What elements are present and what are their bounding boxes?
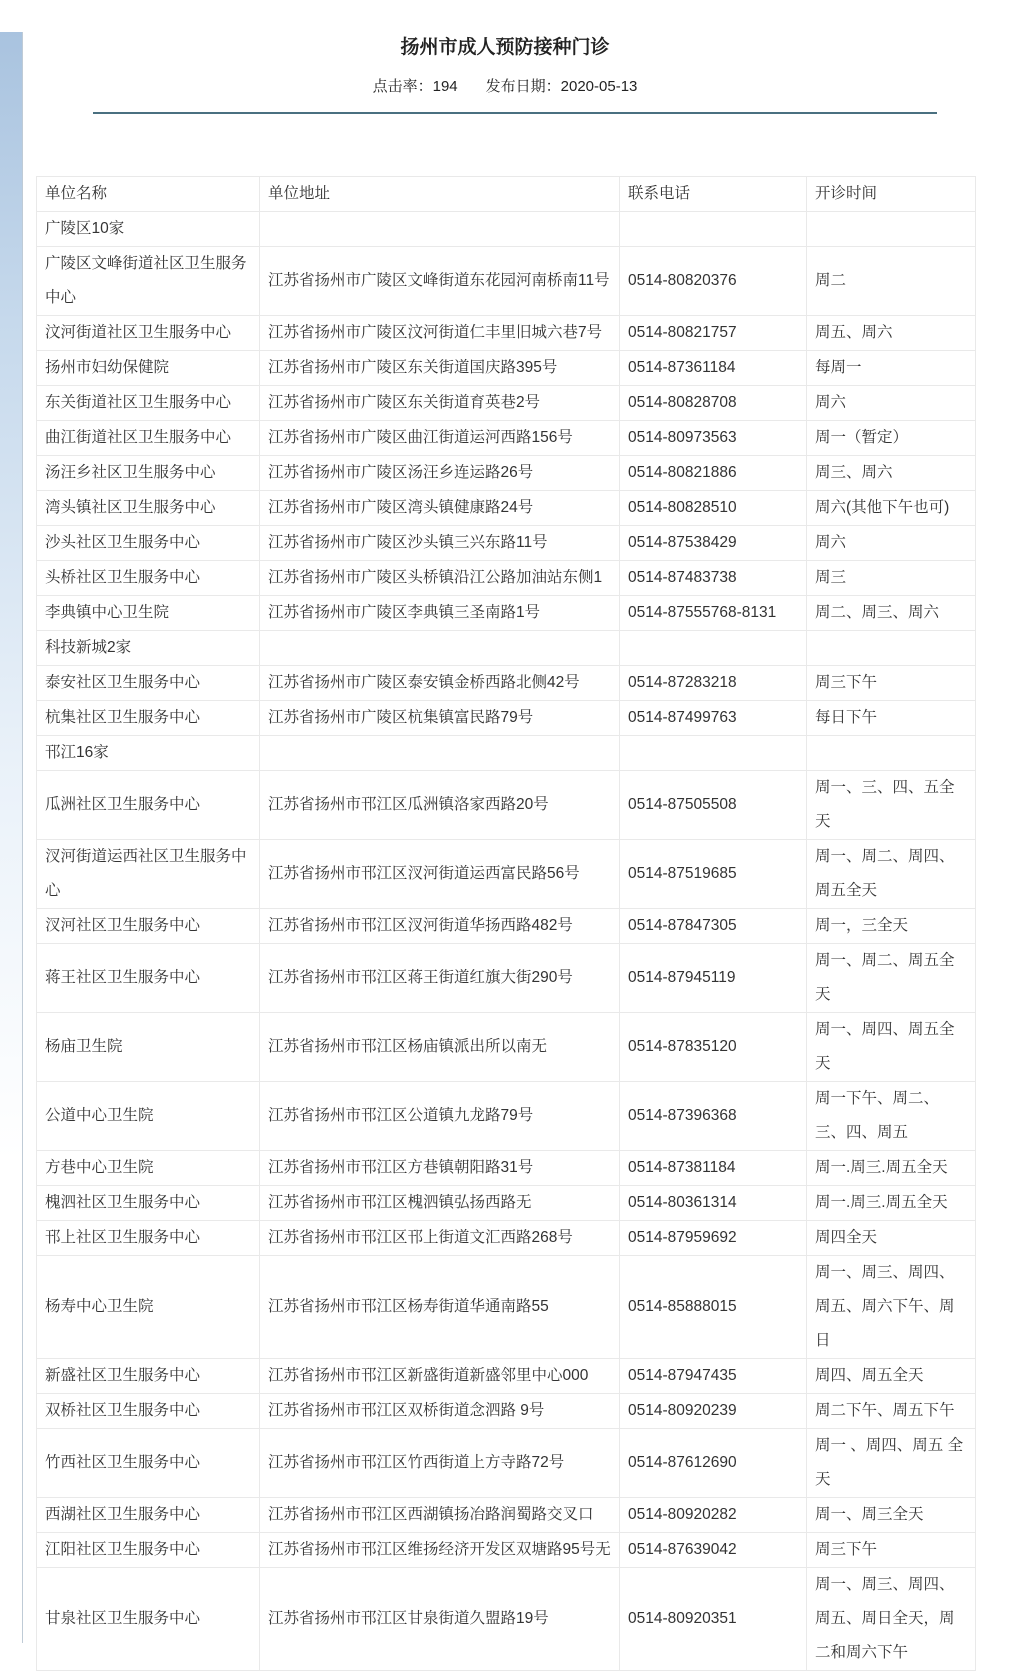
clinic-hours: 周一、三、四、五全天: [807, 771, 976, 840]
clinic-hours: 周一、周三、周四、周五、周日全天，周二和周六下午: [807, 1568, 976, 1671]
clinic-phone: 0514-87396368: [620, 1082, 807, 1151]
table-row: [37, 1082, 976, 1151]
clinic-hours: 周一、周二、周五全天: [807, 944, 976, 1013]
clinic-hours: 周六: [807, 526, 976, 561]
clinic-address: 江苏省扬州市邗江区蒋王街道红旗大街290号: [260, 944, 620, 1013]
clinic-address: 江苏省扬州市广陵区李典镇三圣南路1号: [260, 596, 620, 631]
clinic-name: 汤汪乡社区卫生服务中心: [37, 456, 260, 491]
section-row: [37, 736, 976, 771]
clinic-name: 汊河街道运西社区卫生服务中心: [37, 840, 260, 909]
table-row: [37, 561, 976, 596]
clinic-address: 江苏省扬州市邗江区甘泉街道久盟路19号: [260, 1568, 620, 1671]
clinic-phone: 0514-80920351: [620, 1568, 807, 1671]
section-label: 邗江16家: [37, 736, 260, 771]
clinic-name: 甘泉社区卫生服务中心: [37, 1568, 260, 1671]
clinic-hours: 周一（暂定）: [807, 421, 976, 456]
clinic-address: 江苏省扬州市邗江区方巷镇朝阳路31号: [260, 1151, 620, 1186]
clinic-hours: 周五、周六: [807, 316, 976, 351]
table-header-row: [37, 177, 976, 212]
clinic-address: 江苏省扬州市广陵区头桥镇沿江公路加油站东侧1: [260, 561, 620, 596]
clinic-name: 公道中心卫生院: [37, 1082, 260, 1151]
clinic-address: 江苏省扬州市邗江区双桥街道念泗路 9号: [260, 1394, 620, 1429]
clinic-phone: 0514-87639042: [620, 1533, 807, 1568]
col-header-unit-name: 单位名称: [37, 177, 260, 212]
clinic-phone: 0514-87612690: [620, 1429, 807, 1498]
table-row: [37, 1498, 976, 1533]
clinic-phone: 0514-85888015: [620, 1256, 807, 1359]
clinic-phone: 0514-80973563: [620, 421, 807, 456]
clinic-phone: 0514-80361314: [620, 1186, 807, 1221]
section-row: [37, 631, 976, 666]
col-header-phone: 联系电话: [620, 177, 807, 212]
clinic-address: 江苏省扬州市广陵区汶河街道仁丰里旧城六巷7号: [260, 316, 620, 351]
clinic-name: 曲江街道社区卫生服务中心: [37, 421, 260, 456]
clinic-address: 江苏省扬州市广陵区沙头镇三兴东路11号: [260, 526, 620, 561]
table-row: [37, 1359, 976, 1394]
table-row: [37, 1221, 976, 1256]
clinic-name: 汊河社区卫生服务中心: [37, 909, 260, 944]
table-row: [37, 491, 976, 526]
clinic-hours: 周一.周三.周五全天: [807, 1151, 976, 1186]
clinic-hours: 周一下午、周二、三、四、周五: [807, 1082, 976, 1151]
clinic-hours: 周三下午: [807, 666, 976, 701]
clinic-hours: 周三、周六: [807, 456, 976, 491]
header-divider: [93, 112, 937, 114]
clinic-name: 新盛社区卫生服务中心: [37, 1359, 260, 1394]
table-row: [37, 1151, 976, 1186]
clinic-name: 槐泗社区卫生服务中心: [37, 1186, 260, 1221]
clinic-table: [36, 176, 976, 1671]
clinic-phone: 0514-87283218: [620, 666, 807, 701]
clinic-hours: 周一.周三.周五全天: [807, 1186, 976, 1221]
clinic-phone: 0514-80820376: [620, 247, 807, 316]
clinic-address: 江苏省扬州市邗江区汊河街道华扬西路482号: [260, 909, 620, 944]
clinic-phone: 0514-80828510: [620, 491, 807, 526]
hits-value: 194: [432, 78, 458, 95]
clinic-hours: 周三: [807, 561, 976, 596]
clinic-phone: 0514-87381184: [620, 1151, 807, 1186]
clinic-phone: 0514-80821886: [620, 456, 807, 491]
clinic-phone: 0514-87947435: [620, 1359, 807, 1394]
clinic-name: 头桥社区卫生服务中心: [37, 561, 260, 596]
clinic-address: 江苏省扬州市邗江区公道镇九龙路79号: [260, 1082, 620, 1151]
section-row: [37, 212, 976, 247]
clinic-name: 方巷中心卫生院: [37, 1151, 260, 1186]
clinic-hours: 周二下午、周五下午: [807, 1394, 976, 1429]
table-row: [37, 1013, 976, 1082]
clinic-hours: 周四、周五全天: [807, 1359, 976, 1394]
clinic-name: 邗上社区卫生服务中心: [37, 1221, 260, 1256]
clinic-name: 杭集社区卫生服务中心: [37, 701, 260, 736]
empty-cell: [807, 631, 976, 666]
article-meta: [23, 75, 987, 96]
empty-cell: [807, 212, 976, 247]
clinic-name: 东关街道社区卫生服务中心: [37, 386, 260, 421]
clinic-address: 江苏省扬州市广陵区泰安镇金桥西路北侧42号: [260, 666, 620, 701]
table-row: [37, 1533, 976, 1568]
empty-cell: [260, 736, 620, 771]
clinic-hours: 每日下午: [807, 701, 976, 736]
clinic-address: 江苏省扬州市邗江区汊河街道运西富民路56号: [260, 840, 620, 909]
clinic-phone: 0514-87835120: [620, 1013, 807, 1082]
clinic-hours: 周一、周三、周四、周五、周六下午、周日: [807, 1256, 976, 1359]
article-page: [23, 32, 1011, 1671]
empty-cell: [620, 212, 807, 247]
clinic-address: 江苏省扬州市邗江区瓜洲镇洛家西路20号: [260, 771, 620, 840]
clinic-hours: 周六: [807, 386, 976, 421]
empty-cell: [260, 212, 620, 247]
table-row: [37, 1186, 976, 1221]
publish-date-value: 2020-05-13: [560, 78, 638, 95]
clinic-phone: 0514-80821757: [620, 316, 807, 351]
table-row: [37, 351, 976, 386]
clinic-name: 汶河街道社区卫生服务中心: [37, 316, 260, 351]
clinic-address: 江苏省扬州市邗江区维扬经济开发区双塘路95号无: [260, 1533, 620, 1568]
clinic-phone: 0514-87945119: [620, 944, 807, 1013]
table-row: [37, 701, 976, 736]
clinic-name: 杨庙卫生院: [37, 1013, 260, 1082]
publish-date-label: 发布日期：: [485, 78, 561, 95]
clinic-phone: 0514-87959692: [620, 1221, 807, 1256]
clinic-name: 瓜洲社区卫生服务中心: [37, 771, 260, 840]
table-row: [37, 421, 976, 456]
clinic-address: 江苏省扬州市邗江区西湖镇扬冶路润蜀路交叉口: [260, 1498, 620, 1533]
clinic-address: 江苏省扬州市邗江区竹西街道上方寺路72号: [260, 1429, 620, 1498]
table-row: [37, 1429, 976, 1498]
clinic-phone: 0514-87361184: [620, 351, 807, 386]
clinic-name: 西湖社区卫生服务中心: [37, 1498, 260, 1533]
clinic-phone: 0514-80920239: [620, 1394, 807, 1429]
clinic-address: 江苏省扬州市广陵区曲江街道运河西路156号: [260, 421, 620, 456]
clinic-address: 江苏省扬州市广陵区东关街道国庆路395号: [260, 351, 620, 386]
clinic-phone: 0514-87505508: [620, 771, 807, 840]
empty-cell: [807, 736, 976, 771]
col-header-unit-address: 单位地址: [260, 177, 620, 212]
clinic-hours: 周一、周四、周五全天: [807, 1013, 976, 1082]
clinic-table-body: [37, 212, 976, 1671]
table-row: [37, 456, 976, 491]
clinic-address: 江苏省扬州市广陵区湾头镇健康路24号: [260, 491, 620, 526]
clinic-phone: 0514-80920282: [620, 1498, 807, 1533]
clinic-hours: 周一、周三全天: [807, 1498, 976, 1533]
clinic-hours: 周一、周二、周四、周五全天: [807, 840, 976, 909]
clinic-phone: 0514-80828708: [620, 386, 807, 421]
hits-label: 点击率：: [372, 78, 433, 95]
page-title: 扬州市成人预防接种门诊: [400, 37, 610, 58]
clinic-address: 江苏省扬州市邗江区杨寿街道华通南路55: [260, 1256, 620, 1359]
clinic-hours: 周二: [807, 247, 976, 316]
table-row: [37, 1568, 976, 1671]
table-row: [37, 1256, 976, 1359]
clinic-name: 广陵区文峰街道社区卫生服务中心: [37, 247, 260, 316]
clinic-hours: 周六(其他下午也可): [807, 491, 976, 526]
clinic-name: 泰安社区卫生服务中心: [37, 666, 260, 701]
section-label: 广陵区10家: [37, 212, 260, 247]
table-row: [37, 1394, 976, 1429]
clinic-address: 江苏省扬州市广陵区汤汪乡连运路26号: [260, 456, 620, 491]
clinic-address: 江苏省扬州市邗江区新盛街道新盛邻里中心000: [260, 1359, 620, 1394]
clinic-name: 江阳社区卫生服务中心: [37, 1533, 260, 1568]
clinic-address: 江苏省扬州市广陵区杭集镇富民路79号: [260, 701, 620, 736]
clinic-address: 江苏省扬州市广陵区东关街道育英巷2号: [260, 386, 620, 421]
clinic-hours: 每周一: [807, 351, 976, 386]
empty-cell: [260, 631, 620, 666]
clinic-name: 竹西社区卫生服务中心: [37, 1429, 260, 1498]
clinic-address: 江苏省扬州市邗江区槐泗镇弘扬西路无: [260, 1186, 620, 1221]
table-row: [37, 316, 976, 351]
clinic-name: 沙头社区卫生服务中心: [37, 526, 260, 561]
clinic-address: 江苏省扬州市邗江区邗上街道文汇西路268号: [260, 1221, 620, 1256]
table-row: [37, 596, 976, 631]
table-row: [37, 247, 976, 316]
table-row: [37, 944, 976, 1013]
clinic-phone: 0514-87483738: [620, 561, 807, 596]
clinic-hours: 周三下午: [807, 1533, 976, 1568]
clinic-phone: 0514-87538429: [620, 526, 807, 561]
clinic-hours: 周二、周三、周六: [807, 596, 976, 631]
empty-cell: [620, 631, 807, 666]
clinic-address: 江苏省扬州市广陵区文峰街道东花园河南桥南11号: [260, 247, 620, 316]
clinic-name: 湾头镇社区卫生服务中心: [37, 491, 260, 526]
table-row: [37, 666, 976, 701]
empty-cell: [620, 736, 807, 771]
table-row: [37, 526, 976, 561]
clinic-name: 蒋王社区卫生服务中心: [37, 944, 260, 1013]
page-left-gradient: [0, 32, 23, 1643]
clinic-hours: 周一，三全天: [807, 909, 976, 944]
clinic-address: 江苏省扬州市邗江区杨庙镇派出所以南无: [260, 1013, 620, 1082]
clinic-hours: 周一 、周四、周五 全天: [807, 1429, 976, 1498]
clinic-name: 双桥社区卫生服务中心: [37, 1394, 260, 1429]
clinic-phone: 0514-87555768-8131: [620, 596, 807, 631]
clinic-phone: 0514-87847305: [620, 909, 807, 944]
clinic-hours: 周四全天: [807, 1221, 976, 1256]
table-row: [37, 840, 976, 909]
clinic-name: 杨寿中心卫生院: [37, 1256, 260, 1359]
clinic-name: 扬州市妇幼保健院: [37, 351, 260, 386]
table-row: [37, 386, 976, 421]
section-label: 科技新城2家: [37, 631, 260, 666]
clinic-phone: 0514-87499763: [620, 701, 807, 736]
table-row: [37, 771, 976, 840]
col-header-hours: 开诊时间: [807, 177, 976, 212]
table-row: [37, 909, 976, 944]
clinic-name: 李典镇中心卫生院: [37, 596, 260, 631]
clinic-phone: 0514-87519685: [620, 840, 807, 909]
